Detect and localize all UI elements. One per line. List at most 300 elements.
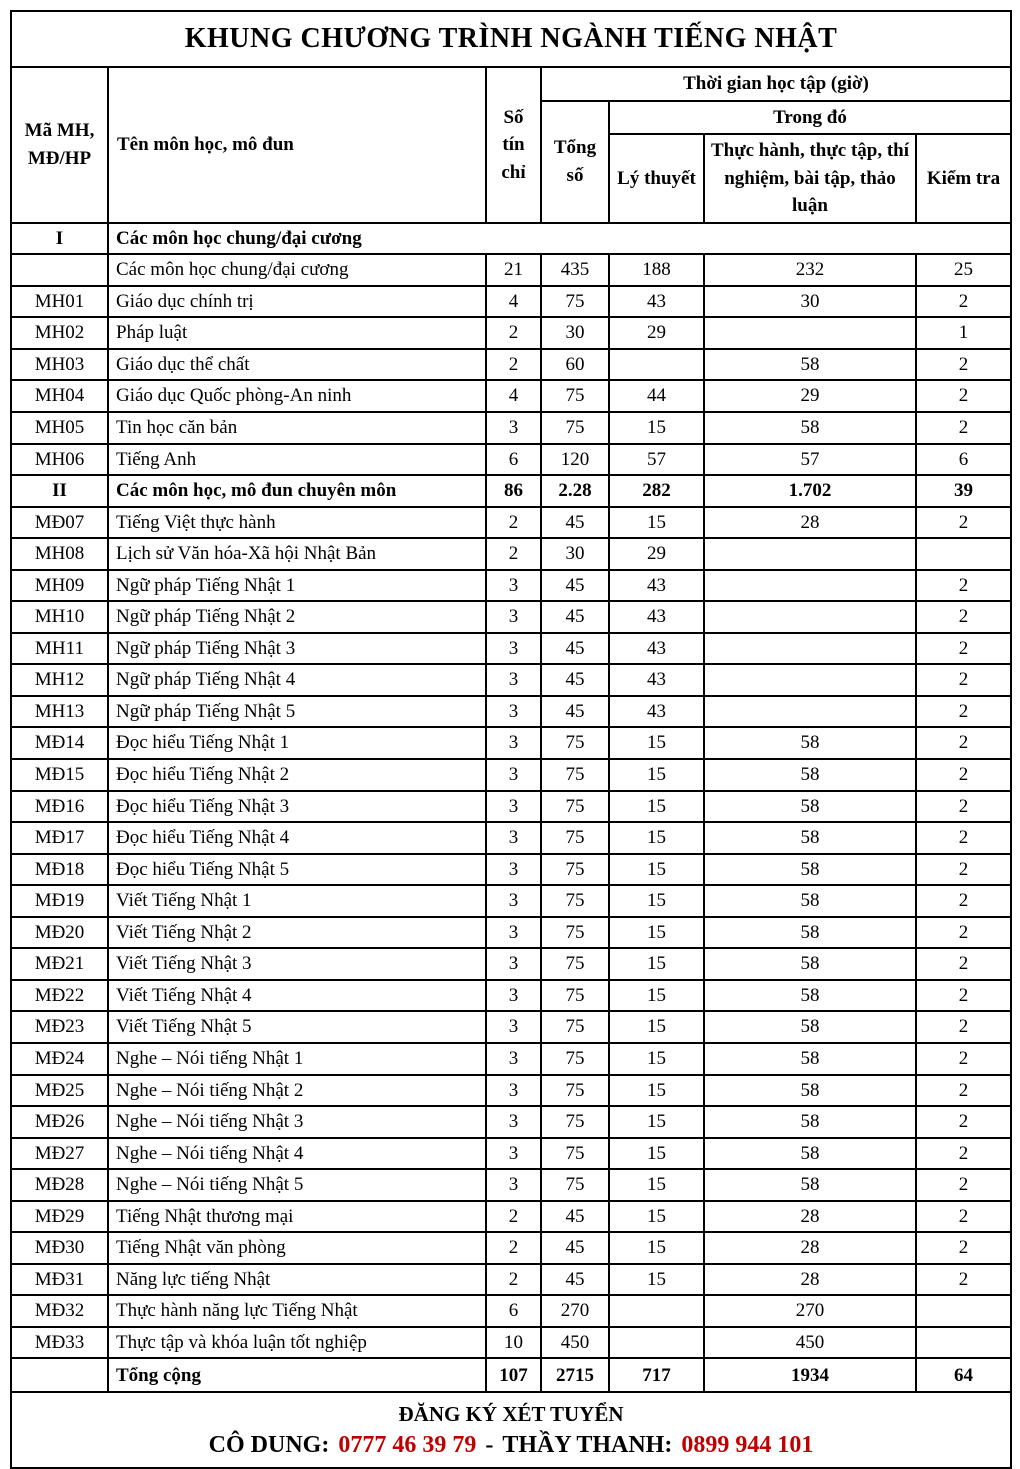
cell-credits: 6	[486, 1295, 541, 1327]
cell-name: Giáo dục Quốc phòng-An ninh	[108, 380, 486, 412]
cell-credits: 3	[486, 791, 541, 823]
cell-test: 2	[916, 1264, 1011, 1296]
cell-credits: 10	[486, 1327, 541, 1359]
cell-total: 45	[541, 1264, 609, 1296]
cell-name: Viết Tiếng Nhật 4	[108, 980, 486, 1012]
cell-total: 45	[541, 664, 609, 696]
table-row-MH01	[11, 286, 1011, 318]
cell-practice: 57	[704, 444, 916, 476]
table-row-MH13	[11, 696, 1011, 728]
table-row-MH06	[11, 444, 1011, 476]
cell-name: Pháp luật	[108, 317, 486, 349]
cell-credits: 3	[486, 1075, 541, 1107]
cell-theory: 15	[609, 412, 704, 444]
header-test: Kiểm tra	[916, 134, 1011, 223]
cell-theory: 15	[609, 1043, 704, 1075]
cell-code: MĐ21	[11, 948, 108, 980]
cell-credits: 3	[486, 917, 541, 949]
cell-theory: 15	[609, 759, 704, 791]
cell-name: Nghe – Nói tiếng Nhật 5	[108, 1169, 486, 1201]
cell-total: 75	[541, 980, 609, 1012]
cell-name: Ngữ pháp Tiếng Nhật 2	[108, 601, 486, 633]
cell-total: 75	[541, 885, 609, 917]
cell-code: I	[11, 223, 108, 255]
table-row-MĐ23	[11, 1011, 1011, 1043]
cell-total: 75	[541, 286, 609, 318]
cell-code: MH13	[11, 696, 108, 728]
cell-total: 45	[541, 570, 609, 602]
cell-theory: 15	[609, 1138, 704, 1170]
table-row-data	[11, 254, 1011, 286]
table-row-MH03	[11, 349, 1011, 381]
table-row-MH10	[11, 601, 1011, 633]
cell-test: 2	[916, 1232, 1011, 1264]
cell-theory: 15	[609, 948, 704, 980]
cell-code: MĐ25	[11, 1075, 108, 1107]
cell-test: 2	[916, 980, 1011, 1012]
table-row-MĐ26	[11, 1106, 1011, 1138]
cell-total: 75	[541, 727, 609, 759]
cell-name: Viết Tiếng Nhật 3	[108, 948, 486, 980]
cell-credits: 3	[486, 664, 541, 696]
cell-theory: 15	[609, 1169, 704, 1201]
cell-name: Thực hành năng lực Tiếng Nhật	[108, 1295, 486, 1327]
cell-test: 2	[916, 917, 1011, 949]
cell-test: 2	[916, 948, 1011, 980]
cell-total: 75	[541, 1011, 609, 1043]
cell-total: 45	[541, 1201, 609, 1233]
cell-theory: 44	[609, 380, 704, 412]
cell-name: Các môn học chung/đại cương	[108, 223, 1011, 255]
cell-total: 45	[541, 507, 609, 539]
table-row-MH05	[11, 412, 1011, 444]
cell-code: MH05	[11, 412, 108, 444]
cell-name: Viết Tiếng Nhật 2	[108, 917, 486, 949]
cell-practice: 1934	[704, 1358, 916, 1392]
cell-theory: 43	[609, 664, 704, 696]
cell-code: MH04	[11, 380, 108, 412]
cell-total: 270	[541, 1295, 609, 1327]
cell-test: 2	[916, 601, 1011, 633]
cell-total: 45	[541, 1232, 609, 1264]
cell-practice: 58	[704, 822, 916, 854]
cell-test: 2	[916, 1138, 1011, 1170]
cell-name: Thực tập và khóa luận tốt nghiệp	[108, 1327, 486, 1359]
cell-practice: 58	[704, 727, 916, 759]
table-row-MĐ17	[11, 822, 1011, 854]
cell-test: 2	[916, 1075, 1011, 1107]
cell-name: Nghe – Nói tiếng Nhật 4	[108, 1138, 486, 1170]
table-row-MĐ22	[11, 980, 1011, 1012]
cell-total: 30	[541, 538, 609, 570]
cell-theory: 29	[609, 317, 704, 349]
header-credits: Số tín chỉ	[486, 67, 541, 223]
table-row-II	[11, 475, 1011, 507]
cell-name: Nghe – Nói tiếng Nhật 1	[108, 1043, 486, 1075]
cell-practice: 28	[704, 507, 916, 539]
header-time-group: Thời gian học tập (giờ)	[541, 67, 1011, 101]
cell-credits: 2	[486, 507, 541, 539]
header-name: Tên môn học, mô đun	[108, 67, 486, 223]
cell-total: 2.28	[541, 475, 609, 507]
cell-total: 45	[541, 696, 609, 728]
table-row-MH02	[11, 317, 1011, 349]
cell-theory: 15	[609, 885, 704, 917]
cell-credits: 3	[486, 759, 541, 791]
table-row-MĐ20	[11, 917, 1011, 949]
cell-practice: 28	[704, 1232, 916, 1264]
cell-test: 2	[916, 380, 1011, 412]
cell-theory: 15	[609, 1106, 704, 1138]
table-row-MH12	[11, 664, 1011, 696]
cell-code: MH09	[11, 570, 108, 602]
curriculum-table	[10, 10, 1012, 1469]
cell-total: 45	[541, 601, 609, 633]
cell-code: MĐ31	[11, 1264, 108, 1296]
cell-theory: 15	[609, 1232, 704, 1264]
cell-test: 64	[916, 1358, 1011, 1392]
cell-theory: 29	[609, 538, 704, 570]
table-row-MĐ30	[11, 1232, 1011, 1264]
cell-total: 75	[541, 1106, 609, 1138]
cell-credits: 107	[486, 1358, 541, 1392]
cell-theory: 15	[609, 1201, 704, 1233]
cell-code: MĐ33	[11, 1327, 108, 1359]
cell-theory: 15	[609, 1011, 704, 1043]
cell-practice	[704, 633, 916, 665]
table-header	[11, 11, 1011, 223]
cell-code: MĐ18	[11, 854, 108, 886]
cell-code: MĐ24	[11, 1043, 108, 1075]
cell-test: 2	[916, 570, 1011, 602]
cell-practice	[704, 601, 916, 633]
cell-credits: 3	[486, 696, 541, 728]
table-row-MĐ29	[11, 1201, 1011, 1233]
title-row	[11, 11, 1011, 67]
cell-practice: 58	[704, 980, 916, 1012]
header-within-group: Trong đó	[609, 101, 1011, 135]
cell-name: Đọc hiểu Tiếng Nhật 3	[108, 791, 486, 823]
cell-code: MH01	[11, 286, 108, 318]
cell-credits: 3	[486, 1106, 541, 1138]
cell-test: 2	[916, 412, 1011, 444]
contact2-label: THẦY THANH:	[502, 1431, 673, 1458]
cell-credits: 2	[486, 538, 541, 570]
cell-theory: 717	[609, 1358, 704, 1392]
cell-test: 2	[916, 286, 1011, 318]
cell-test: 2	[916, 633, 1011, 665]
cell-code: MĐ20	[11, 917, 108, 949]
cell-theory	[609, 349, 704, 381]
cell-name: Các môn học, mô đun chuyên môn	[108, 475, 486, 507]
cell-code: MH10	[11, 601, 108, 633]
cell-practice: 58	[704, 885, 916, 917]
cell-total: 75	[541, 948, 609, 980]
footer-cell	[11, 1392, 1011, 1468]
cell-theory: 43	[609, 696, 704, 728]
cell-credits: 3	[486, 948, 541, 980]
cell-name: Viết Tiếng Nhật 5	[108, 1011, 486, 1043]
cell-total: 75	[541, 822, 609, 854]
cell-code	[11, 1358, 108, 1392]
cell-credits: 2	[486, 1264, 541, 1296]
table-row-MH11	[11, 633, 1011, 665]
cell-code: MĐ19	[11, 885, 108, 917]
cell-theory	[609, 1295, 704, 1327]
cell-practice: 58	[704, 759, 916, 791]
cell-theory: 15	[609, 1075, 704, 1107]
cell-practice: 28	[704, 1264, 916, 1296]
cell-credits: 3	[486, 980, 541, 1012]
cell-name: Tiếng Nhật thương mại	[108, 1201, 486, 1233]
cell-code: MĐ15	[11, 759, 108, 791]
table-footer	[11, 1392, 1011, 1468]
cell-code: MĐ16	[11, 791, 108, 823]
header-practice: Thực hành, thực tập, thí nghiệm, bài tập, thảo luận	[704, 134, 916, 223]
cell-theory: 57	[609, 444, 704, 476]
cell-test: 2	[916, 664, 1011, 696]
cell-credits: 3	[486, 1138, 541, 1170]
cell-test: 2	[916, 696, 1011, 728]
cell-credits: 3	[486, 412, 541, 444]
cell-name: Đọc hiểu Tiếng Nhật 4	[108, 822, 486, 854]
cell-theory: 282	[609, 475, 704, 507]
cell-credits: 2	[486, 1201, 541, 1233]
cell-test: 2	[916, 885, 1011, 917]
cell-practice: 58	[704, 412, 916, 444]
cell-test: 2	[916, 791, 1011, 823]
cell-total: 75	[541, 1043, 609, 1075]
table-row-MH08	[11, 538, 1011, 570]
cell-credits: 3	[486, 633, 541, 665]
cell-name: Ngữ pháp Tiếng Nhật 1	[108, 570, 486, 602]
cell-name: Tổng cộng	[108, 1358, 486, 1392]
cell-practice: 58	[704, 1075, 916, 1107]
cell-practice: 58	[704, 854, 916, 886]
cell-practice: 58	[704, 349, 916, 381]
cell-credits: 3	[486, 822, 541, 854]
table-row-MĐ07	[11, 507, 1011, 539]
cell-test: 39	[916, 475, 1011, 507]
curriculum-table-body	[11, 223, 1011, 1393]
cell-practice	[704, 696, 916, 728]
cell-name: Đọc hiểu Tiếng Nhật 1	[108, 727, 486, 759]
cell-code: MH08	[11, 538, 108, 570]
cell-name: Đọc hiểu Tiếng Nhật 2	[108, 759, 486, 791]
cell-name: Các môn học chung/đại cương	[108, 254, 486, 286]
table-row-MĐ18	[11, 854, 1011, 886]
header-code: Mã MH, MĐ/HP	[11, 67, 108, 223]
cell-practice: 28	[704, 1201, 916, 1233]
cell-credits: 3	[486, 1169, 541, 1201]
cell-theory: 43	[609, 633, 704, 665]
cell-name: Giáo dục chính trị	[108, 286, 486, 318]
header-total: Tổng số	[541, 101, 609, 223]
cell-test: 2	[916, 507, 1011, 539]
cell-code: MH03	[11, 349, 108, 381]
cell-practice: 450	[704, 1327, 916, 1359]
table-row-MĐ15	[11, 759, 1011, 791]
cell-credits: 3	[486, 1043, 541, 1075]
cell-name: Ngữ pháp Tiếng Nhật 5	[108, 696, 486, 728]
cell-code: MĐ27	[11, 1138, 108, 1170]
cell-total: 120	[541, 444, 609, 476]
cell-credits: 3	[486, 727, 541, 759]
cell-total: 435	[541, 254, 609, 286]
cell-total: 75	[541, 854, 609, 886]
contact2-phone: 0899 944 101	[681, 1431, 814, 1458]
cell-test	[916, 1295, 1011, 1327]
cell-practice: 29	[704, 380, 916, 412]
cell-theory: 15	[609, 854, 704, 886]
cell-practice	[704, 664, 916, 696]
table-row-total	[11, 1358, 1011, 1392]
cell-theory	[609, 1327, 704, 1359]
cell-theory: 15	[609, 791, 704, 823]
cell-practice: 270	[704, 1295, 916, 1327]
cell-test: 2	[916, 349, 1011, 381]
cell-credits: 2	[486, 317, 541, 349]
table-row-I	[11, 223, 1011, 255]
cell-total: 450	[541, 1327, 609, 1359]
table-row-MĐ25	[11, 1075, 1011, 1107]
cell-name: Viết Tiếng Nhật 1	[108, 885, 486, 917]
cell-test: 2	[916, 1106, 1011, 1138]
cell-practice: 1.702	[704, 475, 916, 507]
cell-credits: 6	[486, 444, 541, 476]
cell-total: 75	[541, 759, 609, 791]
cell-credits: 4	[486, 286, 541, 318]
cell-practice: 58	[704, 1138, 916, 1170]
cell-theory: 15	[609, 917, 704, 949]
cell-test: 2	[916, 759, 1011, 791]
cell-practice	[704, 570, 916, 602]
cell-code: MĐ14	[11, 727, 108, 759]
cell-credits: 2	[486, 349, 541, 381]
contact1-phone: 0777 46 39 79	[338, 1431, 477, 1458]
cell-test	[916, 1327, 1011, 1359]
cell-theory: 43	[609, 286, 704, 318]
cell-name: Giáo dục thể chất	[108, 349, 486, 381]
footer-heading: ĐĂNG KÝ XÉT TUYỂN	[398, 1402, 624, 1427]
cell-theory: 188	[609, 254, 704, 286]
cell-code: MĐ17	[11, 822, 108, 854]
cell-credits: 3	[486, 601, 541, 633]
cell-total: 45	[541, 633, 609, 665]
cell-test: 2	[916, 1201, 1011, 1233]
cell-practice	[704, 317, 916, 349]
cell-practice	[704, 538, 916, 570]
cell-code: MĐ32	[11, 1295, 108, 1327]
cell-theory: 15	[609, 822, 704, 854]
contact-separator: -	[485, 1431, 494, 1458]
cell-total: 75	[541, 791, 609, 823]
cell-test: 2	[916, 1011, 1011, 1043]
cell-code: MĐ28	[11, 1169, 108, 1201]
cell-name: Đọc hiểu Tiếng Nhật 5	[108, 854, 486, 886]
cell-name: Ngữ pháp Tiếng Nhật 4	[108, 664, 486, 696]
cell-credits: 4	[486, 380, 541, 412]
cell-practice: 58	[704, 1011, 916, 1043]
cell-test: 1	[916, 317, 1011, 349]
cell-credits: 3	[486, 1011, 541, 1043]
cell-total: 75	[541, 917, 609, 949]
cell-test: 2	[916, 854, 1011, 886]
cell-name: Ngữ pháp Tiếng Nhật 3	[108, 633, 486, 665]
cell-total: 60	[541, 349, 609, 381]
cell-code: MĐ29	[11, 1201, 108, 1233]
cell-name: Năng lực tiếng Nhật	[108, 1264, 486, 1296]
cell-test: 2	[916, 1169, 1011, 1201]
cell-practice: 30	[704, 286, 916, 318]
cell-code: MĐ07	[11, 507, 108, 539]
table-row-MĐ28	[11, 1169, 1011, 1201]
cell-theory: 43	[609, 570, 704, 602]
cell-total: 75	[541, 412, 609, 444]
cell-total: 75	[541, 1169, 609, 1201]
cell-test: 2	[916, 822, 1011, 854]
cell-test: 6	[916, 444, 1011, 476]
cell-practice: 232	[704, 254, 916, 286]
cell-practice: 58	[704, 917, 916, 949]
cell-code: MH12	[11, 664, 108, 696]
cell-practice: 58	[704, 1169, 916, 1201]
cell-code: MĐ30	[11, 1232, 108, 1264]
cell-theory: 15	[609, 507, 704, 539]
cell-code: MH06	[11, 444, 108, 476]
cell-name: Tiếng Anh	[108, 444, 486, 476]
cell-test	[916, 538, 1011, 570]
cell-code	[11, 254, 108, 286]
cell-credits: 3	[486, 854, 541, 886]
cell-name: Nghe – Nói tiếng Nhật 2	[108, 1075, 486, 1107]
cell-total: 2715	[541, 1358, 609, 1392]
header-theory: Lý thuyết	[609, 134, 704, 223]
cell-theory: 15	[609, 1264, 704, 1296]
cell-total: 75	[541, 1138, 609, 1170]
cell-code: MĐ26	[11, 1106, 108, 1138]
cell-theory: 15	[609, 980, 704, 1012]
table-row-MH04	[11, 380, 1011, 412]
cell-test: 2	[916, 727, 1011, 759]
table-row-MĐ16	[11, 791, 1011, 823]
table-row-MĐ14	[11, 727, 1011, 759]
contact1-label: CÔ DUNG:	[208, 1431, 330, 1458]
table-row-MĐ21	[11, 948, 1011, 980]
cell-total: 30	[541, 317, 609, 349]
header-row-1	[11, 67, 1011, 101]
cell-credits: 2	[486, 1232, 541, 1264]
table-row-MĐ31	[11, 1264, 1011, 1296]
cell-credits: 21	[486, 254, 541, 286]
document-title: KHUNG CHƯƠNG TRÌNH NGÀNH TIẾNG NHẬT	[11, 11, 1011, 67]
cell-practice: 58	[704, 791, 916, 823]
cell-credits: 3	[486, 885, 541, 917]
cell-name: Tiếng Nhật văn phòng	[108, 1232, 486, 1264]
cell-credits: 86	[486, 475, 541, 507]
cell-practice: 58	[704, 1106, 916, 1138]
table-row-MĐ19	[11, 885, 1011, 917]
table-row-MĐ33	[11, 1327, 1011, 1359]
footer-row	[11, 1392, 1011, 1468]
cell-credits: 3	[486, 570, 541, 602]
cell-code: MH02	[11, 317, 108, 349]
cell-theory: 15	[609, 727, 704, 759]
table-row-MĐ32	[11, 1295, 1011, 1327]
cell-total: 75	[541, 1075, 609, 1107]
table-row-MĐ24	[11, 1043, 1011, 1075]
table-row-MH09	[11, 570, 1011, 602]
